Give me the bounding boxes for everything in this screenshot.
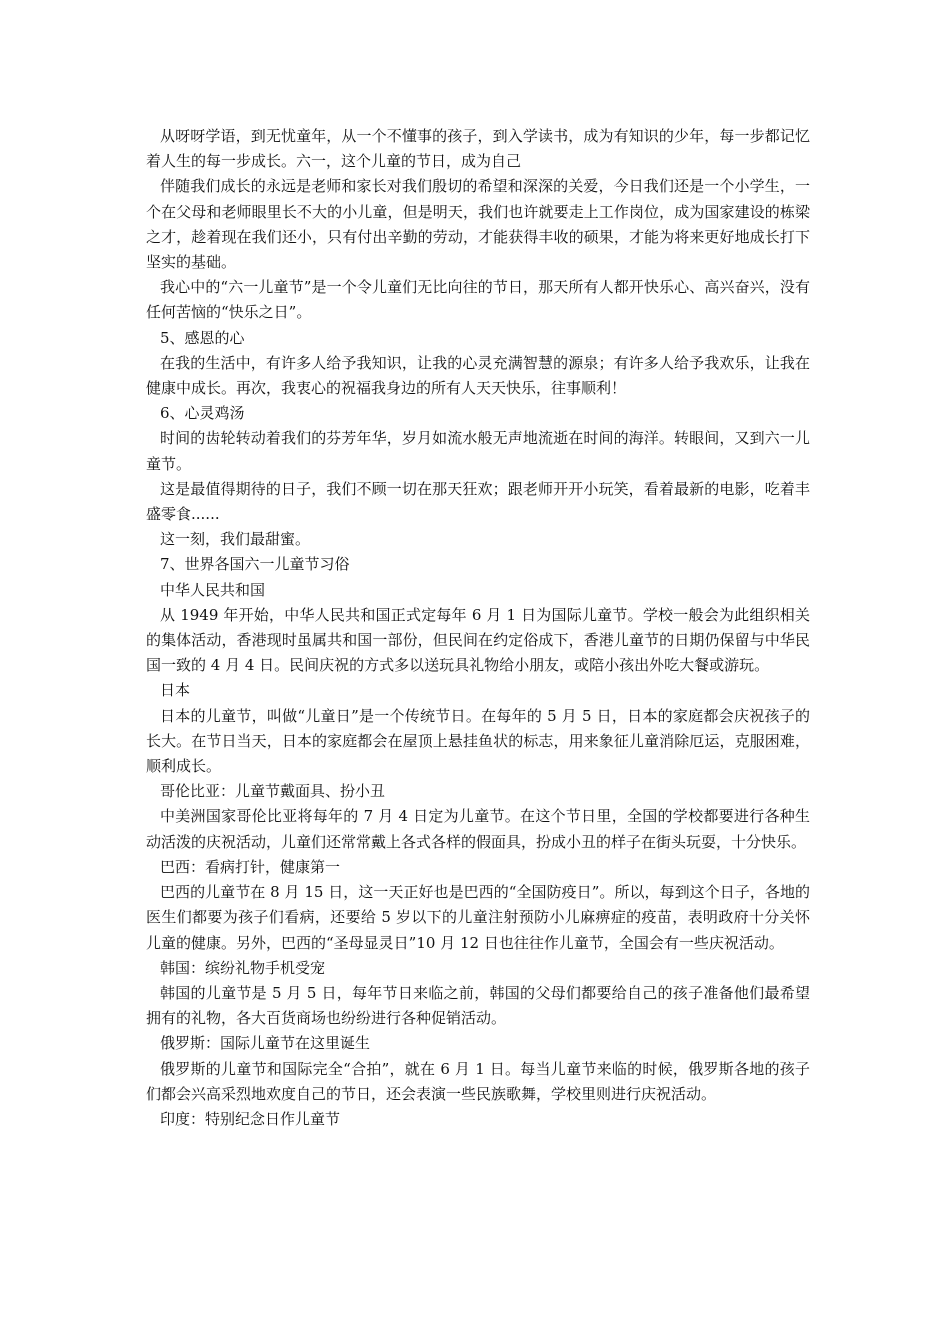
paragraph: 巴西的儿童节在 8 月 15 日，这一天正好也是巴西的“全国防疫日”。所以，每到这个日子，各地的医生们都要为孩子们看病，还要给 5 岁以下的儿童注射预防小儿麻痹症的疫苗，表明政府十分关怀儿童的健康。另外，巴西的“圣母显灵日”10 月 12 日也往往作儿童节，全国会有一些庆祝活动。 [146, 883, 810, 952]
subheading: 俄罗斯：国际儿童节在这里诞生 [160, 1034, 371, 1053]
paragraph: 中美洲国家哥伦比亚将每年的 7 月 4 日定为儿童节。在这个节日里，全国的学校都要进行各种生动活泼的庆祝活动，儿童们还常常戴上各式各样的假面具，扮成小丑的样子在街头玩耍，十分快乐。 [146, 807, 810, 851]
paragraph: 从 1949 年开始，中华人民共和国正式定每年 6 月 1 日为国际儿童节。学校一般会为此组织相关的集体活动，香港现时虽属共和国一部份，但民间在约定俗成下，香港儿童节的日期仍保留与中华民国一致的 4 月 4 日。民间庆祝的方式多以送玩具礼物给小朋友，或陪小孩出外吃大餐或游玩。 [146, 605, 810, 675]
document-body [146, 124, 810, 1132]
paragraph: 伴随我们成长的永远是老师和家长对我们殷切的希望和深深的关爱，今日我们还是一个小学生，一个在父母和老师眼里长不大的小儿童，但是明天，我们也许就要走上工作岗位，成为国家建设的栋梁之才，趁着现在我们还小，只有付出辛勤的劳动，才能获得丰收的硕果，才能为将来更好地成长打下坚实的基础。 [146, 177, 810, 272]
section-heading: 5、感恩的心 [160, 328, 245, 347]
paragraph: 从呀呀学语，到无忧童年，从一个不懂事的孩子，到入学读书，成为有知识的少年，每一步都记忆着人生的每一步成长。六一，这个儿童的节日，成为自己 [146, 127, 810, 171]
paragraph: 俄罗斯的儿童节和国际完全“合拍”，就在 6 月 1 日。每当儿童节来临的时候，俄罗斯各地的孩子们都会兴高采烈地欢度自己的节日，还会表演一些民族歌舞，学校里则进行庆祝活动。 [146, 1059, 810, 1103]
section-heading: 7、世界各国六一儿童节习俗 [160, 555, 350, 574]
paragraph: 我心中的“六一儿童节”是一个令儿童们无比向往的节日，那天所有人都开快乐心、高兴奋兴，没有任何苦恼的“快乐之日”。 [146, 278, 810, 322]
subheading: 巴西：看病打针，健康第一 [160, 857, 341, 876]
subheading: 中华人民共和国 [160, 580, 266, 599]
subheading: 印度：特别纪念日作儿童节 [160, 1109, 341, 1128]
subheading: 哥伦比亚：儿童节戴面具、扮小丑 [160, 782, 386, 801]
paragraph: 日本的儿童节，叫做“儿童日”是一个传统节日。在每年的 5 月 5 日，日本的家庭都会庆祝孩子的长大。在节日当天，日本的家庭都会在屋顶上悬挂鱼状的标志，用来象征儿童消除厄运，克服困难，顺利成长。 [146, 706, 810, 776]
paragraph: 这是最值得期待的日子，我们不顾一切在那天狂欢；跟老师开开小玩笑，看着最新的电影，吃着丰盛零食...... [146, 479, 810, 524]
paragraph: 这一刻，我们最甜蜜。 [160, 530, 311, 549]
subheading: 韩国：缤纷礼物手机受宠 [160, 958, 326, 977]
section-heading: 6、心灵鸡汤 [160, 404, 245, 423]
paragraph: 时间的齿轮转动着我们的芬芳年华，岁月如流水般无声地流逝在时间的海洋。转眼间，又到六一儿童节。 [146, 429, 810, 473]
subheading: 日本 [160, 681, 191, 700]
paragraph: 在我的生活中，有许多人给予我知识，让我的心灵充满智慧的源泉；有许多人给予我欢乐，让我在健康中成长。再次，我衷心的祝福我身边的所有人天天快乐，往事顺利！ [146, 353, 810, 398]
paragraph: 韩国的儿童节是 5 月 5 日，每年节日来临之前，韩国的父母们都要给自己的孩子准备他们最希望拥有的礼物，各大百货商场也纷纷进行各种促销活动。 [146, 983, 810, 1028]
